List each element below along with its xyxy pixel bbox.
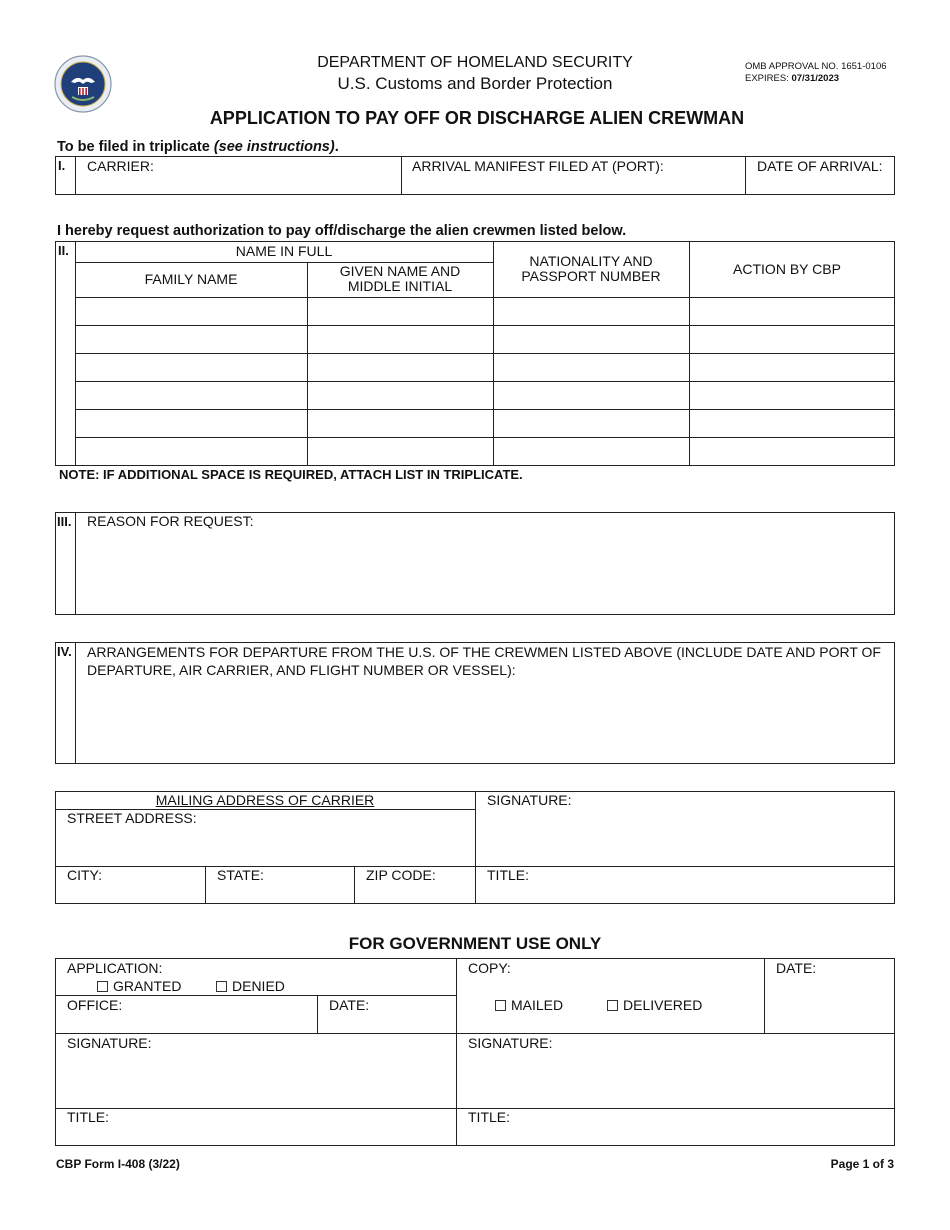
government-use-heading: FOR GOVERNMENT USE ONLY [348, 934, 602, 953]
city-label: CITY: [67, 867, 103, 883]
street-address-label: STREET ADDRESS: [67, 810, 197, 826]
application-label: APPLICATION: [67, 960, 163, 976]
copy-label: COPY: [468, 960, 511, 976]
departure-arrangements-label: ARRANGEMENTS FOR DEPARTURE FROM THE U.S. OF THE CREWMEN LISTED ABOVE (INCLUDE DATE AND PORT OF DEPARTURE, AIR CARRIER, AND FLIGHT NUMBER OR VESSEL): [87, 644, 881, 678]
zip-code-field[interactable] [357, 885, 473, 902]
reason-for-request-label: REASON FOR REQUEST: [87, 513, 254, 529]
denied-option[interactable]: DENIED [216, 978, 285, 995]
agency-name: U.S. Customs and Border Protection [337, 74, 613, 93]
street-address-field[interactable] [67, 828, 472, 864]
expires-label: EXPIRES: [745, 73, 789, 84]
official-signature-field[interactable] [58, 1053, 454, 1106]
section-4-number: IV. [57, 644, 72, 659]
city-field[interactable] [58, 885, 203, 902]
application-date-label: DATE: [329, 997, 370, 1013]
department-name: DEPARTMENT OF HOMELAND SECURITY [317, 54, 633, 71]
manifest-port-label: ARRIVAL MANIFEST FILED AT (PORT): [412, 158, 664, 174]
carrier-field[interactable] [78, 176, 398, 193]
application-date-field[interactable] [320, 1014, 454, 1031]
official-title-field[interactable] [58, 1127, 454, 1144]
carrier-title-label: TITLE: [487, 867, 530, 883]
triplicate-instruction: To be filed in triplicate (see instructions). [57, 139, 339, 155]
section-3-number: III. [57, 514, 72, 529]
delivered-option[interactable]: DELIVERED [607, 997, 702, 1014]
copy-date-field[interactable] [767, 978, 892, 1031]
zip-code-label: ZIP CODE: [366, 867, 436, 883]
expires-date: 07/31/2023 [791, 73, 840, 84]
office-field[interactable] [58, 1014, 315, 1031]
official-signature-label: SIGNATURE: [67, 1035, 152, 1051]
table-row[interactable] [76, 354, 306, 381]
family-name-header: FAMILY NAME [144, 271, 238, 287]
carrier-signature-field[interactable] [478, 811, 892, 864]
omb-info [745, 61, 887, 85]
copy-signature-field[interactable] [459, 1053, 892, 1106]
table-row[interactable] [76, 298, 306, 325]
copy-title-label: TITLE: [468, 1109, 511, 1125]
arrival-date-label: DATE OF ARRIVAL: [757, 158, 883, 174]
form-title: APPLICATION TO PAY OFF OR DISCHARGE ALIEN CREWMAN [209, 108, 745, 128]
granted-checkbox[interactable] [97, 981, 108, 992]
copy-date-label: DATE: [776, 960, 817, 976]
nationality-passport-header: NATIONALITY AND PASSPORT NUMBER [521, 253, 661, 284]
section-2-number: II. [58, 243, 69, 258]
table-row[interactable] [76, 410, 306, 437]
omb-approval-number: OMB APPROVAL NO. 1651-0106 [745, 61, 887, 72]
carrier-signature-label: SIGNATURE: [487, 792, 572, 808]
manifest-port-field[interactable] [404, 176, 742, 193]
mailing-address-heading: MAILING ADDRESS OF CARRIER [155, 792, 375, 808]
action-by-cbp-header: ACTION BY CBP [733, 261, 841, 277]
request-statement: I hereby request authorization to pay off/discharge the alien crewmen listed below. [57, 223, 627, 239]
table-row[interactable] [76, 382, 306, 409]
state-label: STATE: [217, 867, 264, 883]
departure-arrangements-field[interactable] [78, 682, 892, 761]
denied-checkbox[interactable] [216, 981, 227, 992]
granted-option[interactable]: GRANTED [97, 978, 181, 995]
carrier-title-field[interactable] [478, 885, 892, 902]
name-in-full-header: NAME IN FULL [235, 243, 333, 259]
section-1-number: I. [58, 158, 66, 173]
official-title-label: TITLE: [67, 1109, 110, 1125]
carrier-label: CARRIER: [87, 158, 154, 174]
form-number: CBP Form I-408 (3/22) [56, 1157, 180, 1171]
arrival-date-field[interactable] [748, 176, 892, 193]
mailed-option[interactable]: MAILED [495, 997, 563, 1014]
crewmen-entry-area [76, 298, 895, 465]
additional-space-note: NOTE: IF ADDITIONAL SPACE IS REQUIRED, ATTACH LIST IN TRIPLICATE. [59, 467, 523, 482]
state-field[interactable] [208, 885, 352, 902]
table-row[interactable] [76, 438, 306, 465]
copy-title-field[interactable] [459, 1127, 892, 1144]
office-label: OFFICE: [67, 997, 123, 1013]
delivered-checkbox[interactable] [607, 1000, 618, 1011]
mailed-checkbox[interactable] [495, 1000, 506, 1011]
table-row[interactable] [76, 326, 306, 353]
given-name-header: GIVEN NAME AND MIDDLE INITIAL [339, 263, 461, 294]
page-number: Page 1 of 3 [830, 1157, 894, 1171]
reason-for-request-field[interactable] [78, 532, 892, 612]
see-instructions-link[interactable]: (see instructions) [213, 139, 335, 155]
copy-signature-label: SIGNATURE: [468, 1035, 553, 1051]
